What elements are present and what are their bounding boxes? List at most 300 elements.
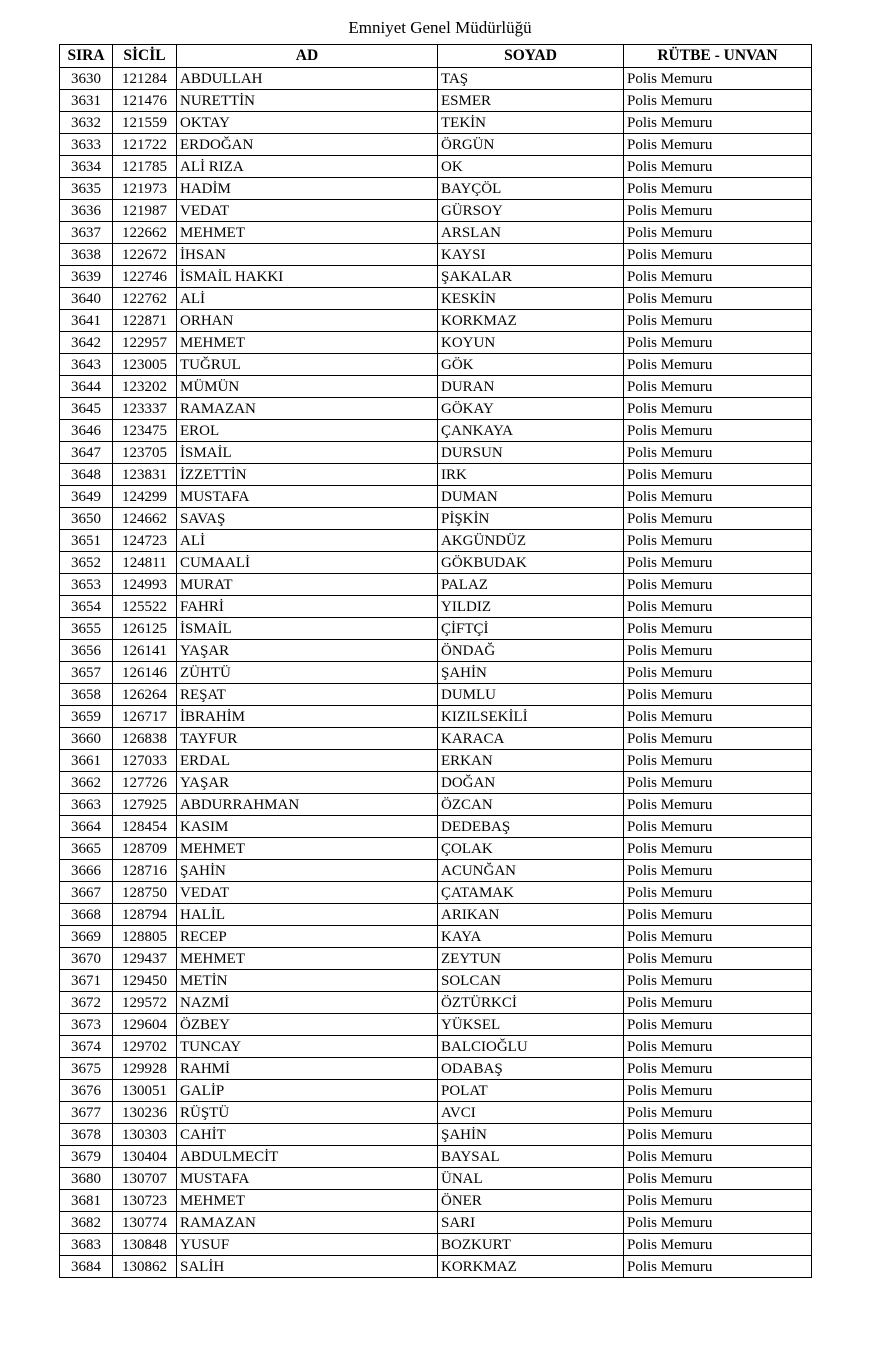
cell-rutbe-unvan: Polis Memuru <box>624 882 812 904</box>
table-row <box>60 112 812 134</box>
cell-ad: YAŞAR <box>177 772 438 794</box>
cell-ad: KASIM <box>177 816 438 838</box>
cell-sicil: 128454 <box>113 816 177 838</box>
cell-rutbe-unvan: Polis Memuru <box>624 376 812 398</box>
cell-rutbe-unvan: Polis Memuru <box>624 244 812 266</box>
cell-sicil: 127033 <box>113 750 177 772</box>
cell-sira: 3666 <box>60 860 113 882</box>
table-row <box>60 926 812 948</box>
table-row <box>60 1234 812 1256</box>
cell-sicil: 126838 <box>113 728 177 750</box>
cell-rutbe-unvan: Polis Memuru <box>624 310 812 332</box>
header-rutbe-unvan: RÜTBE - UNVAN <box>624 45 812 68</box>
cell-sicil: 122746 <box>113 266 177 288</box>
table-row <box>60 1080 812 1102</box>
table-row <box>60 1102 812 1124</box>
cell-ad: ZÜHTÜ <box>177 662 438 684</box>
table-row <box>60 90 812 112</box>
cell-sira: 3664 <box>60 816 113 838</box>
cell-sira: 3654 <box>60 596 113 618</box>
cell-ad: İBRAHİM <box>177 706 438 728</box>
cell-ad: ALİ <box>177 530 438 552</box>
table-row <box>60 1256 812 1278</box>
cell-sicil: 128709 <box>113 838 177 860</box>
cell-rutbe-unvan: Polis Memuru <box>624 750 812 772</box>
cell-ad: MURAT <box>177 574 438 596</box>
cell-sicil: 130707 <box>113 1168 177 1190</box>
cell-soyad: ÜNAL <box>438 1168 624 1190</box>
cell-sicil: 126141 <box>113 640 177 662</box>
cell-sicil: 124662 <box>113 508 177 530</box>
cell-sicil: 130774 <box>113 1212 177 1234</box>
cell-sira: 3673 <box>60 1014 113 1036</box>
cell-sicil: 122762 <box>113 288 177 310</box>
cell-sicil: 130862 <box>113 1256 177 1278</box>
table-row <box>60 68 812 90</box>
cell-rutbe-unvan: Polis Memuru <box>624 618 812 640</box>
table-row <box>60 1124 812 1146</box>
table-row <box>60 728 812 750</box>
cell-soyad: KARACA <box>438 728 624 750</box>
cell-ad: ERDOĞAN <box>177 134 438 156</box>
cell-sicil: 130236 <box>113 1102 177 1124</box>
cell-soyad: BAYSAL <box>438 1146 624 1168</box>
table-row <box>60 992 812 1014</box>
cell-sicil: 126264 <box>113 684 177 706</box>
cell-sicil: 123831 <box>113 464 177 486</box>
cell-soyad: BAYÇÖL <box>438 178 624 200</box>
cell-ad: ABDULLAH <box>177 68 438 90</box>
cell-ad: VEDAT <box>177 882 438 904</box>
cell-sicil: 124299 <box>113 486 177 508</box>
cell-soyad: ODABAŞ <box>438 1058 624 1080</box>
cell-rutbe-unvan: Polis Memuru <box>624 530 812 552</box>
cell-sicil: 122957 <box>113 332 177 354</box>
table-row <box>60 1168 812 1190</box>
cell-rutbe-unvan: Polis Memuru <box>624 574 812 596</box>
page-title: Emniyet Genel Müdürlüğü <box>348 18 532 37</box>
cell-rutbe-unvan: Polis Memuru <box>624 1080 812 1102</box>
cell-sira: 3659 <box>60 706 113 728</box>
cell-rutbe-unvan: Polis Memuru <box>624 860 812 882</box>
cell-ad: SAVAŞ <box>177 508 438 530</box>
cell-ad: MUSTAFA <box>177 486 438 508</box>
table-row <box>60 772 812 794</box>
cell-soyad: TAŞ <box>438 68 624 90</box>
cell-rutbe-unvan: Polis Memuru <box>624 816 812 838</box>
cell-ad: EROL <box>177 420 438 442</box>
cell-ad: İHSAN <box>177 244 438 266</box>
cell-ad: İSMAİL <box>177 442 438 464</box>
cell-soyad: ÖZTÜRKCİ <box>438 992 624 1014</box>
cell-sicil: 121476 <box>113 90 177 112</box>
cell-rutbe-unvan: Polis Memuru <box>624 684 812 706</box>
cell-sira: 3630 <box>60 68 113 90</box>
cell-ad: HADİM <box>177 178 438 200</box>
cell-rutbe-unvan: Polis Memuru <box>624 354 812 376</box>
cell-ad: ALİ <box>177 288 438 310</box>
cell-sicil: 129604 <box>113 1014 177 1036</box>
cell-sira: 3660 <box>60 728 113 750</box>
cell-sira: 3634 <box>60 156 113 178</box>
cell-sicil: 130303 <box>113 1124 177 1146</box>
cell-ad: NURETTİN <box>177 90 438 112</box>
cell-sira: 3643 <box>60 354 113 376</box>
cell-sira: 3674 <box>60 1036 113 1058</box>
table-row <box>60 442 812 464</box>
cell-rutbe-unvan: Polis Memuru <box>624 332 812 354</box>
cell-ad: REŞAT <box>177 684 438 706</box>
cell-sira: 3657 <box>60 662 113 684</box>
cell-sira: 3681 <box>60 1190 113 1212</box>
cell-sira: 3637 <box>60 222 113 244</box>
table-header-row <box>60 45 812 68</box>
cell-sira: 3661 <box>60 750 113 772</box>
cell-rutbe-unvan: Polis Memuru <box>624 1168 812 1190</box>
cell-soyad: IRK <box>438 464 624 486</box>
cell-ad: RAMAZAN <box>177 1212 438 1234</box>
cell-sira: 3648 <box>60 464 113 486</box>
cell-sira: 3680 <box>60 1168 113 1190</box>
cell-ad: RAHMİ <box>177 1058 438 1080</box>
header-ad: AD <box>177 45 438 68</box>
cell-sira: 3644 <box>60 376 113 398</box>
cell-sira: 3682 <box>60 1212 113 1234</box>
cell-rutbe-unvan: Polis Memuru <box>624 926 812 948</box>
cell-sira: 3663 <box>60 794 113 816</box>
cell-sicil: 124993 <box>113 574 177 596</box>
cell-ad: MUSTAFA <box>177 1168 438 1190</box>
cell-rutbe-unvan: Polis Memuru <box>624 90 812 112</box>
cell-soyad: KAYA <box>438 926 624 948</box>
cell-soyad: KIZILSEKİLİ <box>438 706 624 728</box>
table-row <box>60 948 812 970</box>
header-sira: SIRA <box>60 45 113 68</box>
cell-soyad: KORKMAZ <box>438 1256 624 1278</box>
table-row <box>60 1014 812 1036</box>
cell-ad: CUMAALİ <box>177 552 438 574</box>
cell-sicil: 126125 <box>113 618 177 640</box>
cell-sicil: 130404 <box>113 1146 177 1168</box>
cell-ad: FAHRİ <box>177 596 438 618</box>
cell-sira: 3638 <box>60 244 113 266</box>
cell-soyad: SARI <box>438 1212 624 1234</box>
table-row <box>60 618 812 640</box>
table-row <box>60 640 812 662</box>
cell-sicil: 123202 <box>113 376 177 398</box>
cell-rutbe-unvan: Polis Memuru <box>624 266 812 288</box>
cell-soyad: PİŞKİN <box>438 508 624 530</box>
cell-soyad: AKGÜNDÜZ <box>438 530 624 552</box>
cell-sira: 3683 <box>60 1234 113 1256</box>
cell-rutbe-unvan: Polis Memuru <box>624 486 812 508</box>
cell-sira: 3632 <box>60 112 113 134</box>
cell-soyad: ÇATAMAK <box>438 882 624 904</box>
table-row <box>60 970 812 992</box>
table-row <box>60 398 812 420</box>
cell-ad: TAYFUR <box>177 728 438 750</box>
cell-rutbe-unvan: Polis Memuru <box>624 134 812 156</box>
cell-soyad: GÖK <box>438 354 624 376</box>
table-row <box>60 332 812 354</box>
cell-ad: YAŞAR <box>177 640 438 662</box>
cell-sira: 3667 <box>60 882 113 904</box>
cell-rutbe-unvan: Polis Memuru <box>624 398 812 420</box>
cell-ad: MEHMET <box>177 948 438 970</box>
cell-soyad: ARIKAN <box>438 904 624 926</box>
table-row <box>60 420 812 442</box>
cell-rutbe-unvan: Polis Memuru <box>624 1014 812 1036</box>
table-row <box>60 156 812 178</box>
cell-sicil: 130848 <box>113 1234 177 1256</box>
cell-rutbe-unvan: Polis Memuru <box>624 772 812 794</box>
cell-soyad: GÖKAY <box>438 398 624 420</box>
cell-sira: 3677 <box>60 1102 113 1124</box>
table-row <box>60 662 812 684</box>
cell-soyad: ŞAKALAR <box>438 266 624 288</box>
cell-rutbe-unvan: Polis Memuru <box>624 640 812 662</box>
cell-ad: YUSUF <box>177 1234 438 1256</box>
cell-ad: MEHMET <box>177 1190 438 1212</box>
cell-soyad: KOYUN <box>438 332 624 354</box>
cell-soyad: ÖNER <box>438 1190 624 1212</box>
cell-sira: 3646 <box>60 420 113 442</box>
cell-ad: TUĞRUL <box>177 354 438 376</box>
cell-soyad: ÇİFTÇİ <box>438 618 624 640</box>
cell-rutbe-unvan: Polis Memuru <box>624 1190 812 1212</box>
cell-rutbe-unvan: Polis Memuru <box>624 596 812 618</box>
cell-soyad: DUMAN <box>438 486 624 508</box>
cell-rutbe-unvan: Polis Memuru <box>624 1102 812 1124</box>
table-row <box>60 464 812 486</box>
cell-soyad: TEKİN <box>438 112 624 134</box>
cell-ad: HALİL <box>177 904 438 926</box>
cell-sicil: 129437 <box>113 948 177 970</box>
cell-soyad: ARSLAN <box>438 222 624 244</box>
cell-sicil: 129928 <box>113 1058 177 1080</box>
cell-sira: 3662 <box>60 772 113 794</box>
cell-sicil: 128805 <box>113 926 177 948</box>
cell-sira: 3647 <box>60 442 113 464</box>
personnel-table <box>59 44 812 1278</box>
cell-ad: RAMAZAN <box>177 398 438 420</box>
cell-rutbe-unvan: Polis Memuru <box>624 1124 812 1146</box>
cell-sira: 3668 <box>60 904 113 926</box>
table-row <box>60 134 812 156</box>
cell-ad: ABDURRAHMAN <box>177 794 438 816</box>
cell-soyad: OK <box>438 156 624 178</box>
table-row <box>60 860 812 882</box>
table-row <box>60 574 812 596</box>
cell-soyad: ÖNDAĞ <box>438 640 624 662</box>
cell-sicil: 129572 <box>113 992 177 1014</box>
cell-sicil: 121973 <box>113 178 177 200</box>
table-row <box>60 750 812 772</box>
cell-sicil: 129450 <box>113 970 177 992</box>
cell-rutbe-unvan: Polis Memuru <box>624 904 812 926</box>
cell-ad: ORHAN <box>177 310 438 332</box>
cell-sira: 3676 <box>60 1080 113 1102</box>
cell-sicil: 127925 <box>113 794 177 816</box>
table-row <box>60 1058 812 1080</box>
cell-sira: 3636 <box>60 200 113 222</box>
table-row <box>60 530 812 552</box>
cell-ad: VEDAT <box>177 200 438 222</box>
cell-sira: 3651 <box>60 530 113 552</box>
table-row <box>60 684 812 706</box>
cell-ad: ABDULMECİT <box>177 1146 438 1168</box>
cell-soyad: KORKMAZ <box>438 310 624 332</box>
cell-rutbe-unvan: Polis Memuru <box>624 728 812 750</box>
cell-ad: İSMAİL HAKKI <box>177 266 438 288</box>
cell-rutbe-unvan: Polis Memuru <box>624 68 812 90</box>
cell-rutbe-unvan: Polis Memuru <box>624 794 812 816</box>
cell-soyad: SOLCAN <box>438 970 624 992</box>
cell-sicil: 122662 <box>113 222 177 244</box>
table-row <box>60 904 812 926</box>
cell-soyad: ESMER <box>438 90 624 112</box>
cell-soyad: GÜRSOY <box>438 200 624 222</box>
cell-soyad: YILDIZ <box>438 596 624 618</box>
table-row <box>60 1190 812 1212</box>
cell-sicil: 127726 <box>113 772 177 794</box>
cell-soyad: ÖRGÜN <box>438 134 624 156</box>
cell-sira: 3669 <box>60 926 113 948</box>
cell-rutbe-unvan: Polis Memuru <box>624 1036 812 1058</box>
table-row <box>60 178 812 200</box>
cell-sira: 3640 <box>60 288 113 310</box>
table-row <box>60 222 812 244</box>
cell-rutbe-unvan: Polis Memuru <box>624 1234 812 1256</box>
cell-sicil: 123705 <box>113 442 177 464</box>
cell-sicil: 121785 <box>113 156 177 178</box>
cell-ad: NAZMİ <box>177 992 438 1014</box>
cell-soyad: DURSUN <box>438 442 624 464</box>
cell-soyad: AVCI <box>438 1102 624 1124</box>
cell-soyad: ŞAHİN <box>438 662 624 684</box>
cell-soyad: ÇANKAYA <box>438 420 624 442</box>
cell-ad: MÜMÜN <box>177 376 438 398</box>
cell-ad: SALİH <box>177 1256 438 1278</box>
cell-soyad: ZEYTUN <box>438 948 624 970</box>
cell-sira: 3631 <box>60 90 113 112</box>
cell-sicil: 130051 <box>113 1080 177 1102</box>
cell-sicil: 128716 <box>113 860 177 882</box>
table-row <box>60 794 812 816</box>
cell-rutbe-unvan: Polis Memuru <box>624 464 812 486</box>
cell-sira: 3635 <box>60 178 113 200</box>
cell-sira: 3684 <box>60 1256 113 1278</box>
cell-ad: METİN <box>177 970 438 992</box>
cell-sira: 3649 <box>60 486 113 508</box>
cell-soyad: DUMLU <box>438 684 624 706</box>
cell-soyad: PALAZ <box>438 574 624 596</box>
cell-soyad: ÖZCAN <box>438 794 624 816</box>
cell-soyad: ÇOLAK <box>438 838 624 860</box>
cell-rutbe-unvan: Polis Memuru <box>624 992 812 1014</box>
cell-rutbe-unvan: Polis Memuru <box>624 200 812 222</box>
cell-rutbe-unvan: Polis Memuru <box>624 706 812 728</box>
cell-rutbe-unvan: Polis Memuru <box>624 1212 812 1234</box>
cell-sicil: 124811 <box>113 552 177 574</box>
cell-ad: GALİP <box>177 1080 438 1102</box>
cell-rutbe-unvan: Polis Memuru <box>624 156 812 178</box>
cell-sira: 3655 <box>60 618 113 640</box>
cell-ad: TUNCAY <box>177 1036 438 1058</box>
cell-soyad: BALCIOĞLU <box>438 1036 624 1058</box>
cell-sicil: 121284 <box>113 68 177 90</box>
cell-ad: İZZETTİN <box>177 464 438 486</box>
cell-sira: 3665 <box>60 838 113 860</box>
cell-sicil: 123337 <box>113 398 177 420</box>
table-row <box>60 1146 812 1168</box>
cell-ad: OKTAY <box>177 112 438 134</box>
cell-rutbe-unvan: Polis Memuru <box>624 838 812 860</box>
cell-sicil: 123005 <box>113 354 177 376</box>
cell-soyad: POLAT <box>438 1080 624 1102</box>
cell-ad: ŞAHİN <box>177 860 438 882</box>
cell-soyad: KAYSI <box>438 244 624 266</box>
cell-ad: RECEP <box>177 926 438 948</box>
table-row <box>60 596 812 618</box>
cell-sicil: 126146 <box>113 662 177 684</box>
cell-sira: 3671 <box>60 970 113 992</box>
cell-sicil: 122672 <box>113 244 177 266</box>
cell-ad: MEHMET <box>177 838 438 860</box>
table-row <box>60 266 812 288</box>
table-row <box>60 200 812 222</box>
table-body <box>60 68 812 1278</box>
cell-sira: 3642 <box>60 332 113 354</box>
table-row <box>60 1212 812 1234</box>
cell-sira: 3678 <box>60 1124 113 1146</box>
cell-sicil: 130723 <box>113 1190 177 1212</box>
header-sicil: SİCİL <box>113 45 177 68</box>
cell-sira: 3650 <box>60 508 113 530</box>
cell-ad: ÖZBEY <box>177 1014 438 1036</box>
header-soyad: SOYAD <box>438 45 624 68</box>
cell-sira: 3656 <box>60 640 113 662</box>
cell-ad: RÜŞTÜ <box>177 1102 438 1124</box>
cell-rutbe-unvan: Polis Memuru <box>624 948 812 970</box>
cell-sicil: 124723 <box>113 530 177 552</box>
cell-sira: 3639 <box>60 266 113 288</box>
cell-rutbe-unvan: Polis Memuru <box>624 1146 812 1168</box>
cell-sicil: 121722 <box>113 134 177 156</box>
cell-sicil: 123475 <box>113 420 177 442</box>
cell-sicil: 126717 <box>113 706 177 728</box>
cell-rutbe-unvan: Polis Memuru <box>624 508 812 530</box>
cell-sira: 3652 <box>60 552 113 574</box>
cell-sira: 3633 <box>60 134 113 156</box>
cell-sicil: 128794 <box>113 904 177 926</box>
cell-soyad: YÜKSEL <box>438 1014 624 1036</box>
cell-soyad: DOĞAN <box>438 772 624 794</box>
cell-rutbe-unvan: Polis Memuru <box>624 1256 812 1278</box>
cell-sira: 3641 <box>60 310 113 332</box>
table-row <box>60 310 812 332</box>
cell-rutbe-unvan: Polis Memuru <box>624 662 812 684</box>
cell-ad: İSMAİL <box>177 618 438 640</box>
table-row <box>60 354 812 376</box>
cell-rutbe-unvan: Polis Memuru <box>624 112 812 134</box>
cell-sira: 3670 <box>60 948 113 970</box>
cell-sira: 3645 <box>60 398 113 420</box>
cell-soyad: DEDEBAŞ <box>438 816 624 838</box>
table-row <box>60 816 812 838</box>
cell-rutbe-unvan: Polis Memuru <box>624 442 812 464</box>
cell-ad: MEHMET <box>177 332 438 354</box>
